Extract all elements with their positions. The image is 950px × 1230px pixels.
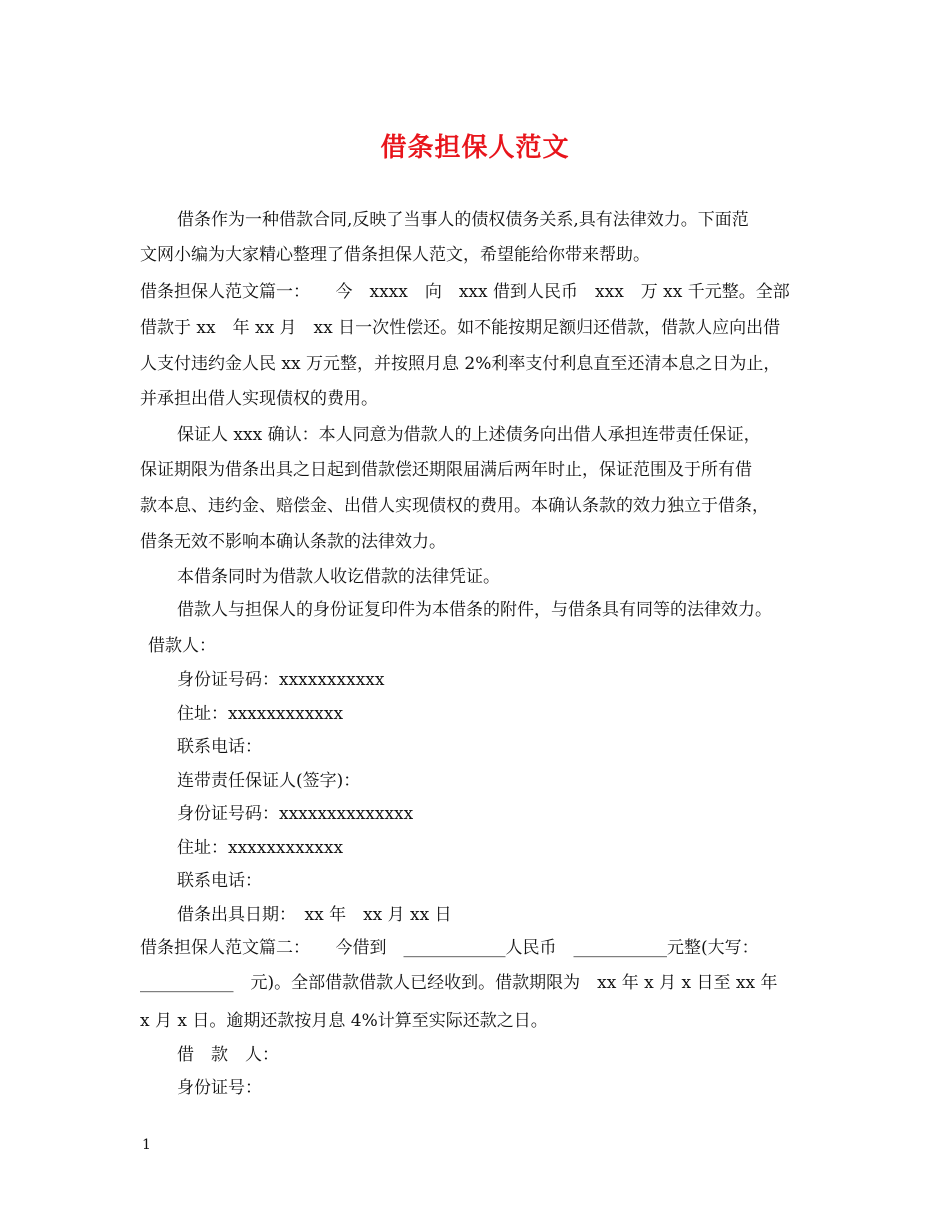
borrower-label-2: 借 款 人： bbox=[177, 1045, 279, 1065]
paragraph-line: 借条作为一种借款合同,反映了当事人的债权债务关系,具有法律效力。下面范 bbox=[177, 210, 749, 230]
paragraph-line: 借条担保人范文篇二： 今借到 ____________人民币 ___________元整(大写： bbox=[140, 938, 759, 958]
paragraph-line: 借条无效不影响本确认条款的法律效力。 bbox=[140, 532, 446, 552]
borrower-phone-field: 联系电话： bbox=[177, 737, 262, 757]
paragraph-line: 人支付违约金人民 xx 万元整，并按照月息 2%利率支付利息直至还清本息之日为止， bbox=[140, 354, 781, 374]
paragraph-line: 保证人 xxx 确认：本人同意为借款人的上述债务向出借人承担连带责任保证， bbox=[177, 425, 761, 445]
guarantor-phone-field: 联系电话： bbox=[177, 871, 262, 891]
guarantor-address-field: 住址：xxxxxxxxxxxx bbox=[177, 838, 344, 858]
paragraph-line: 借条担保人范文篇一： 今 xxxx 向 xxx 借到人民币 xxx 万 xx 千元整。全部 bbox=[140, 282, 790, 302]
paragraph-line: ___________ 元)。全部借款借款人已经收到。借款期限为 xx 年 x 月 x 日至 xx 年 bbox=[140, 973, 778, 993]
paragraph-line: x 月 x 日。逾期还款按月息 4%计算至实际还款之日。 bbox=[140, 1011, 548, 1031]
guarantor-label: 连带责任保证人(签字)： bbox=[177, 771, 361, 791]
issue-date-field: 借条出具日期： xx 年 xx 月 xx 日 bbox=[177, 905, 452, 925]
paragraph-line: 文网小编为大家精心整理了借条担保人范文，希望能给你带来帮助。 bbox=[140, 245, 650, 265]
paragraph-line: 款本息、违约金、赔偿金、出借人实现债权的费用。本确认条款的效力独立于借条， bbox=[140, 496, 769, 516]
document-title: 借条担保人范文 bbox=[380, 133, 570, 163]
paragraph-line: 借款人与担保人的身份证复印件为本借条的附件，与借条具有同等的法律效力。 bbox=[177, 600, 772, 620]
paragraph-line: 本借条同时为借款人收讫借款的法律凭证。 bbox=[177, 567, 500, 587]
page-number: 1 bbox=[142, 1137, 151, 1153]
borrower-id-field: 身份证号码：xxxxxxxxxxx bbox=[177, 670, 385, 690]
paragraph-line: 借款于 xx 年 xx 月 xx 日一次性偿还。如不能按期足额归还借款，借款人应向出借 bbox=[140, 318, 781, 338]
paragraph-line: 并承担出借人实现债权的费用。 bbox=[140, 389, 378, 409]
guarantor-id-field: 身份证号码：xxxxxxxxxxxxxx bbox=[177, 804, 414, 824]
borrower-label: 借款人： bbox=[148, 636, 216, 656]
borrower-address-field: 住址：xxxxxxxxxxxx bbox=[177, 704, 344, 724]
paragraph-line: 保证期限为借条出具之日起到借款偿还期限届满后两年时止，保证范围及于所有借 bbox=[140, 460, 752, 480]
id-number-field-2: 身份证号： bbox=[177, 1078, 262, 1098]
